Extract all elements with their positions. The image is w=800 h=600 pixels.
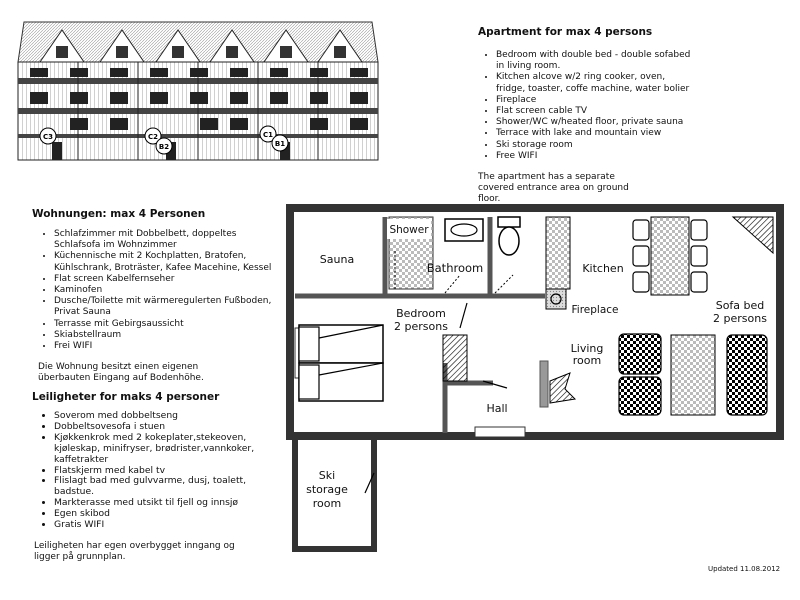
room-label-shower: Shower — [389, 224, 429, 236]
room-label-living: Living — [570, 342, 604, 355]
list-item: • Dobbeltsovesofa i stuen — [54, 422, 282, 433]
updated-date: Updated 11.08.2012 — [708, 565, 781, 573]
room-label-living-room: room — [572, 354, 602, 367]
armchair — [619, 377, 661, 415]
german-note: Die Wohnung besitzt einen eigenen überbauten Eingang auf Bodenhöhe. — [38, 362, 204, 384]
room-label-fireplace: Fireplace — [571, 304, 619, 316]
room-label-sofa-bed-persons: 2 persons — [713, 312, 767, 325]
room-label-ski: Ski — [318, 469, 336, 482]
list-item: • Flat screen cable TV — [496, 106, 693, 117]
list-item: • Terrasse mit Gebirgsaussicht — [54, 319, 282, 330]
armchair — [619, 334, 661, 374]
list-item: • Flat screen Kabelfernseher — [54, 274, 282, 285]
list-item: • Schlafzimmer mit Dobbelbett, doppeltes Schlafsofa im Wohnzimmer — [54, 229, 282, 251]
list-item: • Kitchen alcove w/2 ring cooker, oven, fridge, toaster, coffe machine, water bolier — [496, 72, 693, 94]
unit-label-c3: C3 — [42, 133, 54, 141]
norwegian-description — [32, 391, 282, 563]
norwegian-feature-list — [32, 411, 282, 531]
sofa-bed — [727, 335, 767, 415]
unit-label-c2: C2 — [147, 133, 159, 141]
unit-label-c1: C1 — [262, 131, 274, 139]
list-item: • Küchennische mit 2 Kochplatten, Bratofen, Kühlschrank, Broträster, Kafee Macehine, Kessel — [54, 251, 282, 273]
english-description — [478, 26, 693, 206]
fireplace-icon — [550, 373, 575, 403]
list-item: • Terrace with lake and mountain view — [496, 128, 693, 139]
norwegian-title: Leiligheter for maks 4 personer — [32, 391, 220, 403]
room-label-ski-storage: storage — [306, 483, 348, 496]
list-item: • Egen skibod — [54, 509, 282, 520]
dining-table — [651, 217, 689, 295]
list-item: • Frei WIFI — [54, 341, 282, 352]
unit-label-b1: B1 — [274, 140, 286, 148]
list-item: • Markterasse med utsikt til fjell og innsjø — [54, 498, 282, 509]
unit-label-b2: B2 — [158, 143, 170, 151]
list-item: • Bedroom with double bed - double sofabed in living room. — [496, 50, 693, 72]
list-item: • Fireplace — [496, 95, 693, 106]
list-item: • Flislagt bad med gulvvarme, dusj, toalett, badstue. — [54, 476, 282, 498]
coffee-table — [671, 335, 715, 415]
english-title: Apartment for max 4 persons — [478, 26, 653, 38]
list-item: • Shower/WC w/heated floor, private sauna — [496, 117, 693, 128]
room-label-sofa-bed: Sofa bed — [715, 299, 765, 312]
list-item: • Skiabstellraum — [54, 330, 282, 341]
room-label-sauna: Sauna — [319, 253, 355, 266]
german-description — [32, 208, 282, 385]
list-item: • Gratis WIFI — [54, 520, 282, 531]
toilet-icon — [498, 217, 520, 255]
german-title: Wohnungen: max 4 Personen — [32, 208, 206, 220]
wardrobe — [443, 335, 467, 381]
list-item: • Flatskjerm med kabel tv — [54, 466, 282, 477]
building-elevation-drawing — [10, 12, 386, 162]
floor-plan — [285, 203, 785, 553]
kitchen-counter — [546, 217, 570, 289]
german-feature-list — [32, 229, 282, 352]
list-item: • Kaminofen — [54, 285, 282, 296]
list-item: • Kjøkkenkrok med 2 kokeplater,stekeoven, kjøleskap, minifryser, brødrister,vannkoker, kaffetrakter — [54, 433, 282, 466]
room-label-ski-room: room — [312, 497, 342, 510]
stove-icon — [546, 289, 566, 309]
list-item: • Soverom med dobbeltseng — [54, 411, 282, 422]
norwegian-note: Leiligheten har egen overbygget inngang og ligger på grunnplan. — [34, 540, 235, 563]
tv-corner-unit — [733, 217, 773, 253]
list-item: • Ski storage room — [496, 140, 693, 151]
room-label-bedroom-persons: 2 persons — [394, 320, 448, 333]
english-feature-list — [478, 50, 693, 162]
room-label-hall: Hall — [486, 402, 508, 415]
list-item: • Free WIFI — [496, 151, 693, 162]
room-label-bathroom: Bathroom — [426, 261, 484, 275]
room-label-bedroom: Bedroom — [396, 307, 446, 320]
double-bed — [299, 325, 383, 401]
room-label-kitchen: Kitchen — [582, 262, 624, 275]
list-item: • Dusche/Toilette mit wärmeregulerten Fußboden, Privat Sauna — [54, 296, 282, 318]
english-note: The apartment has a separate covered entrance area on ground floor. — [478, 172, 629, 205]
